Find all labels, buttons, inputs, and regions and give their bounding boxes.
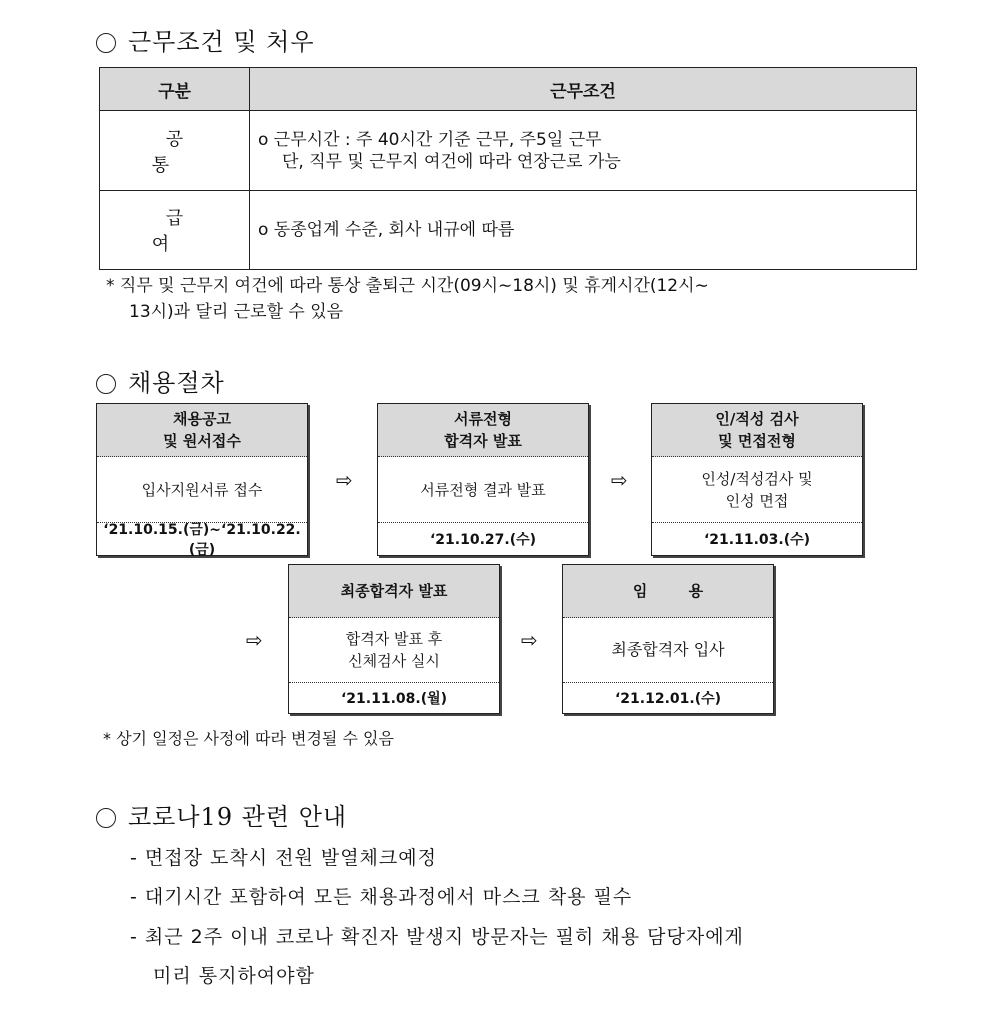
section-title-process: 채용절차 bbox=[96, 363, 225, 398]
step-header-line: 인/적성 검사 bbox=[715, 410, 799, 428]
row-content-common bbox=[250, 111, 917, 191]
step-date: ‘21.11.08.(월) bbox=[340, 691, 448, 707]
step-body-line: 합격자 발표 후 bbox=[345, 630, 443, 648]
step-header bbox=[563, 565, 773, 618]
section-title-covid: 코로나19 관련 안내 bbox=[96, 797, 347, 832]
step-header bbox=[97, 404, 307, 457]
right-arrow-icon: ⇨ bbox=[336, 468, 353, 492]
process-step-5 bbox=[562, 564, 774, 714]
table-row bbox=[100, 191, 917, 270]
step-body-line: 최종합격자 입사 bbox=[611, 640, 725, 659]
conditions-note bbox=[106, 273, 709, 325]
step-header bbox=[378, 404, 588, 457]
header-category: 구분 bbox=[100, 68, 250, 111]
section-title-conditions: 근무조건 및 처우 bbox=[96, 22, 315, 57]
step-body bbox=[563, 618, 773, 683]
covid-item-2: - 대기시간 포함하여 모든 채용과정에서 마스크 착용 필수 bbox=[130, 886, 633, 908]
step-header bbox=[289, 565, 499, 618]
table-header-row bbox=[100, 68, 917, 111]
process-step-4 bbox=[288, 564, 500, 714]
process-step-1 bbox=[96, 403, 308, 556]
circle-bullet-icon bbox=[96, 374, 116, 394]
covid-item-3-cont: 미리 통지하여야함 bbox=[153, 965, 315, 987]
step-body bbox=[652, 457, 862, 523]
step-body bbox=[97, 457, 307, 523]
salary-text: o 동종업계 수준, 회사 내규에 따름 bbox=[258, 220, 515, 240]
step-body-line: 인성 면접 bbox=[725, 491, 789, 510]
row-label-salary: 급 여 bbox=[100, 191, 250, 270]
right-arrow-icon: ⇨ bbox=[611, 468, 628, 492]
process-step-3 bbox=[651, 403, 863, 556]
step-header-line: 및 원서접수 bbox=[163, 432, 241, 450]
step-body-line: 인성/적성검사 및 bbox=[701, 469, 813, 488]
table-row bbox=[100, 111, 917, 191]
step-date: ‘21.10.15.(금)~‘21.10.22.(금) bbox=[103, 522, 301, 558]
right-arrow-icon: ⇨ bbox=[521, 628, 538, 652]
conditions-note-line: 13시)과 달리 근로할 수 있음 bbox=[129, 302, 344, 322]
step-body-line: 서류전형 결과 발표 bbox=[420, 480, 546, 499]
circle-bullet-icon bbox=[96, 33, 116, 53]
step-header-line: 서류전형 bbox=[454, 410, 512, 428]
step-header-line: 임 용 bbox=[632, 582, 722, 600]
step-body-line: 신체검사 실시 bbox=[348, 652, 440, 670]
conditions-table bbox=[99, 67, 917, 270]
step-body-line: 입사지원서류 접수 bbox=[141, 480, 263, 499]
conditions-note-line: * 직무 및 근무지 여건에 따라 통상 출퇴근 시간(09시∼18시) 및 휴게시간(12시∼ bbox=[106, 276, 709, 296]
step-date: ‘21.10.27.(수) bbox=[429, 532, 537, 548]
covid-item-3: - 최근 2주 이내 코로나 확진자 발생지 방문자는 필히 채용 담당자에게 bbox=[130, 926, 744, 948]
step-header-line: 합격자 발표 bbox=[444, 432, 522, 450]
process-note: * 상기 일정은 사정에 따라 변경될 수 있음 bbox=[103, 729, 394, 748]
step-header-line: 채용공고 bbox=[173, 410, 231, 428]
step-date: ‘21.11.03.(수) bbox=[703, 532, 811, 548]
step-date: ‘21.12.01.(수) bbox=[614, 691, 722, 707]
step-body bbox=[289, 618, 499, 683]
work-hours-text: o 근무시간 : 주 40시간 기준 근무, 주5일 근무 bbox=[258, 129, 602, 150]
step-header-line: 최종합격자 발표 bbox=[340, 582, 448, 600]
header-conditions: 근무조건 bbox=[250, 68, 917, 111]
row-content-salary bbox=[250, 191, 917, 270]
work-hours-note: 단, 직무 및 근무지 여건에 따라 연장근로 가능 bbox=[282, 151, 621, 172]
step-header bbox=[652, 404, 862, 457]
right-arrow-icon: ⇨ bbox=[246, 628, 263, 652]
step-body bbox=[378, 457, 588, 523]
circle-bullet-icon bbox=[96, 808, 116, 828]
row-label-common: 공 통 bbox=[100, 111, 250, 191]
process-step-2 bbox=[377, 403, 589, 556]
covid-item-1: - 면접장 도착시 전원 발열체크예정 bbox=[130, 847, 437, 869]
step-header-line: 및 면접전형 bbox=[718, 432, 796, 450]
